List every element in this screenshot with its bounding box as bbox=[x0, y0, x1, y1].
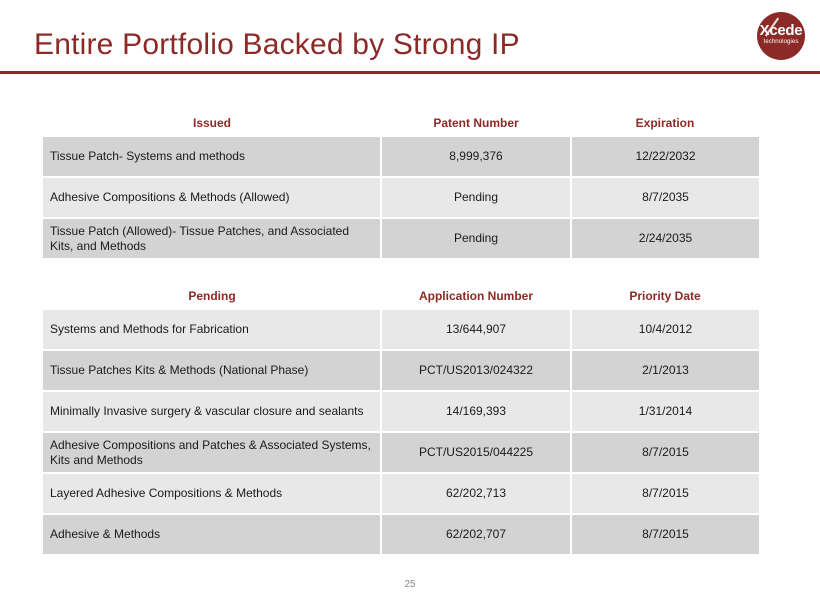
patent-title-cell: Tissue Patch (Allowed)- Tissue Patches, and Associated Kits, and Methods bbox=[43, 218, 381, 259]
application-title-cell: Adhesive & Methods bbox=[43, 514, 381, 555]
page-number: 25 bbox=[404, 579, 416, 590]
table-header-row bbox=[43, 109, 759, 137]
priority-date-cell: 8/7/2015 bbox=[571, 514, 759, 555]
company-logo bbox=[757, 12, 805, 60]
column-header-patent-number: Patent Number bbox=[381, 109, 571, 137]
table-row bbox=[43, 137, 759, 177]
application-number-cell: 62/202,713 bbox=[381, 473, 571, 514]
patent-title-cell: Adhesive Compositions & Methods (Allowed) bbox=[43, 177, 381, 218]
issued-patents-table bbox=[43, 109, 759, 260]
table-row bbox=[43, 473, 759, 514]
priority-date-cell: 2/1/2013 bbox=[571, 350, 759, 391]
application-title-cell: Tissue Patches Kits & Methods (National Phase) bbox=[43, 350, 381, 391]
application-number-cell: 62/202,707 bbox=[381, 514, 571, 555]
column-header-issued: Issued bbox=[43, 109, 381, 137]
table-row bbox=[43, 432, 759, 473]
expiration-cell: 8/7/2035 bbox=[571, 177, 759, 218]
application-number-cell: 13/644,907 bbox=[381, 310, 571, 350]
application-title-cell: Adhesive Compositions and Patches & Associated Systems, Kits and Methods bbox=[43, 432, 381, 473]
application-title-cell: Minimally Invasive surgery & vascular closure and sealants bbox=[43, 391, 381, 432]
column-header-application-number: Application Number bbox=[381, 282, 571, 310]
column-header-expiration: Expiration bbox=[571, 109, 759, 137]
page-title: Entire Portfolio Backed by Strong IP bbox=[34, 28, 520, 61]
pending-applications-table bbox=[43, 282, 759, 556]
table-header-row bbox=[43, 282, 759, 310]
priority-date-cell: 8/7/2015 bbox=[571, 432, 759, 473]
priority-date-cell: 1/31/2014 bbox=[571, 391, 759, 432]
table-row bbox=[43, 310, 759, 350]
table-row bbox=[43, 177, 759, 218]
application-number-cell: 14/169,393 bbox=[381, 391, 571, 432]
table-row bbox=[43, 350, 759, 391]
table-row bbox=[43, 514, 759, 555]
logo-tagline: technologies bbox=[763, 39, 799, 45]
patent-number-cell: Pending bbox=[381, 177, 571, 218]
table-row bbox=[43, 218, 759, 259]
column-header-pending: Pending bbox=[43, 282, 381, 310]
expiration-cell: 12/22/2032 bbox=[571, 137, 759, 177]
patent-title-cell: Tissue Patch- Systems and methods bbox=[43, 137, 381, 177]
column-header-priority-date: Priority Date bbox=[571, 282, 759, 310]
application-number-cell: PCT/US2013/024322 bbox=[381, 350, 571, 391]
application-number-cell: PCT/US2015/044225 bbox=[381, 432, 571, 473]
priority-date-cell: 10/4/2012 bbox=[571, 310, 759, 350]
application-title-cell: Systems and Methods for Fabrication bbox=[43, 310, 381, 350]
logo-wordmark: Xcede bbox=[759, 22, 803, 39]
application-title-cell: Layered Adhesive Compositions & Methods bbox=[43, 473, 381, 514]
table-row bbox=[43, 391, 759, 432]
expiration-cell: 2/24/2035 bbox=[571, 218, 759, 259]
priority-date-cell: 8/7/2015 bbox=[571, 473, 759, 514]
patent-number-cell: 8,999,376 bbox=[381, 137, 571, 177]
patent-number-cell: Pending bbox=[381, 218, 571, 259]
title-divider bbox=[0, 71, 820, 74]
